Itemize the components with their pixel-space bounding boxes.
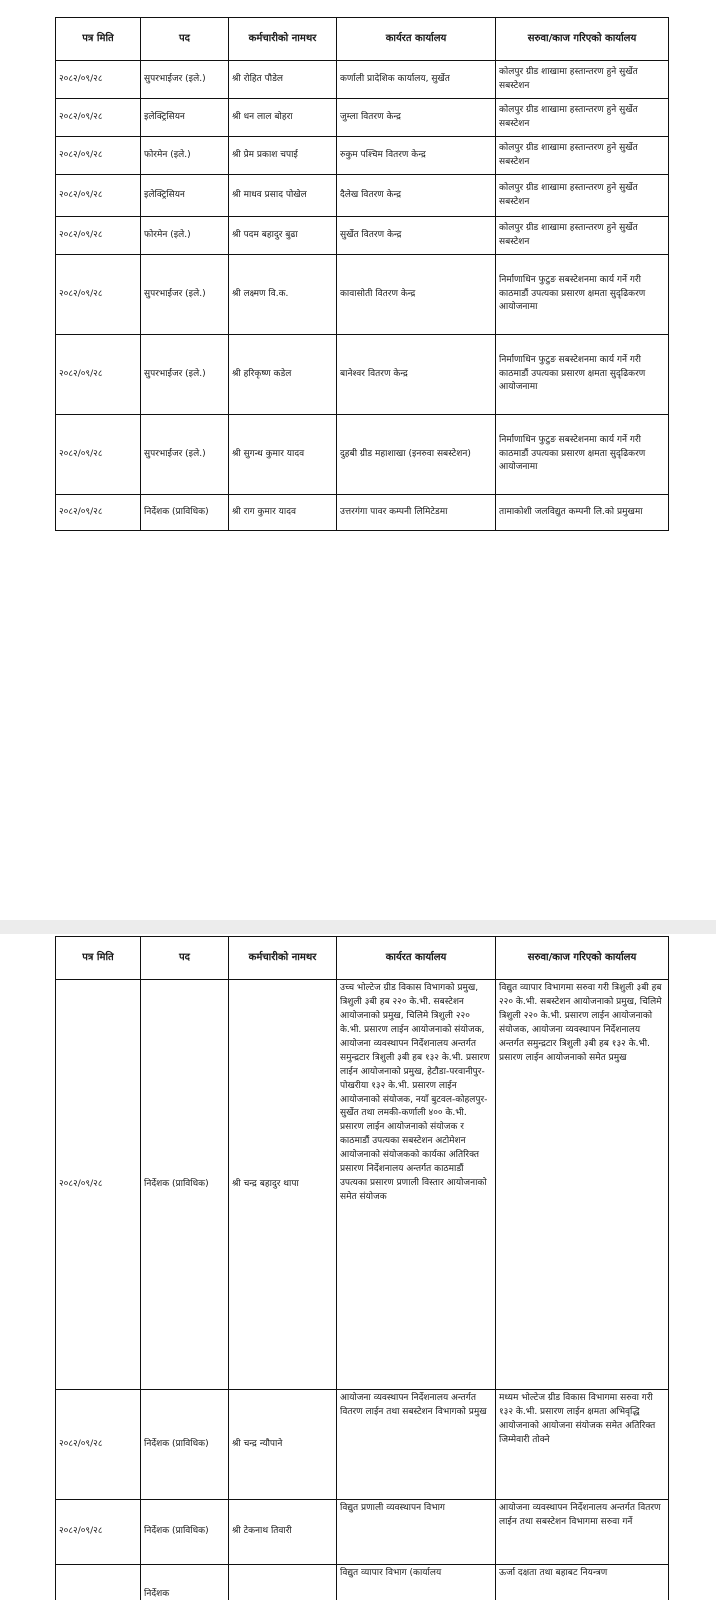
table-row [56,255,669,335]
current-office-cell: दैलेख वितरण केन्द्र [337,175,496,217]
employee-name-cell: श्री सुगन्ध कुमार यादव [229,415,337,495]
post-cell: सुपरभाईजर (इले.) [141,255,229,335]
letter-date-cell: २०८२/०९/२८ [56,217,141,255]
post-cell: निर्देशक (प्राविधिक) [141,495,229,531]
post-cell: फोरमेन (इले.) [141,137,229,175]
post-cell: निर्देशक [141,1565,229,1600]
employee-name-cell: श्री लक्ष्मण वि.क. [229,255,337,335]
letter-date-cell: २०८२/०९/२८ [56,175,141,217]
letter-date-cell: २०८२/०९/२८ [56,137,141,175]
page-separator [0,920,716,934]
employee-name-cell: श्री हरिकृष्ण कडेल [229,335,337,415]
letter-date-cell: २०८२/०९/२८ [56,495,141,531]
letter-date-cell: २०८२/०९/२८ [56,335,141,415]
post-cell: निर्देशक (प्राविधिक) [141,1390,229,1500]
transfer-office-cell: ऊर्जा दक्षता तथा बहाबट नियन्त्रण [496,1565,669,1600]
header-post: पद [141,18,229,61]
current-office-cell: कर्णाली प्रादेशिक कार्यालय, सुर्खेत [337,61,496,99]
letter-date-cell: २०८२/०९/२८ [56,1500,141,1565]
transfer-office-cell: कोलपुर ग्रीड शाखामा हस्तान्तरण हुने सुर्खेत सबस्टेशन [496,61,669,99]
current-office-cell: कावासोती वितरण केन्द्र [337,255,496,335]
document-page-2 [0,934,716,1600]
transfer-table-2 [55,936,669,1600]
current-office-cell: रुकुम पश्चिम वितरण केन्द्र [337,137,496,175]
table-row [56,1390,669,1500]
letter-date-cell [56,1565,141,1600]
table-row [56,1500,669,1565]
employee-name-cell: श्री प्रेम प्रकाश चपाई [229,137,337,175]
employee-name-cell [229,1565,337,1600]
post-cell: इलेक्ट्रिसियन [141,175,229,217]
transfer-office-cell: कोलपुर ग्रीड शाखामा हस्तान्तरण हुने सुर्खेत सबस्टेशन [496,137,669,175]
letter-date-cell: २०८२/०९/२८ [56,415,141,495]
table-row [56,980,669,1390]
header-employee-name: कर्मचारीको नामथर [229,937,337,980]
table-row [56,137,669,175]
table-row [56,495,669,531]
letter-date-cell: २०८२/०९/२८ [56,61,141,99]
employee-name-cell: श्री धन लाल बोहरा [229,99,337,137]
current-office-cell: सुर्खेत वितरण केन्द्र [337,217,496,255]
transfer-office-cell: तामाकोशी जलविद्युत कम्पनी लि.को प्रमुखमा [496,495,669,531]
transfer-office-cell: मध्यम भोल्टेज ग्रीड विकास विभागमा सरुवा गरी १३२ के.भी. प्रसारण लाईन क्षमता अभिवृद्धि आयोजनाको आयोजना संयोजक समेत अतिरिक्त जिम्मेवारी तोक्ने [496,1390,669,1500]
table-row [56,175,669,217]
header-employee-name: कर्मचारीको नामथर [229,18,337,61]
letter-date-cell: २०८२/०९/२८ [56,99,141,137]
table-row [56,415,669,495]
current-office-cell: दुहबी ग्रीड महाशाखा (इनरुवा सबस्टेशन) [337,415,496,495]
post-cell: निर्देशक (प्राविधिक) [141,980,229,1390]
post-cell: सुपरभाईजर (इले.) [141,415,229,495]
transfer-office-cell: कोलपुर ग्रीड शाखामा हस्तान्तरण हुने सुर्खेत सबस्टेशन [496,175,669,217]
table-row [56,217,669,255]
table-row [56,1565,669,1600]
current-office-cell: विद्युत व्यापार विभाग (कार्यालय [337,1565,496,1600]
post-cell: इलेक्ट्रिसियन [141,99,229,137]
post-cell: सुपरभाईजर (इले.) [141,61,229,99]
current-office-cell: आयोजना व्यवस्थापन निर्देशनालय अन्तर्गत वितरण लाईन तथा सबस्टेशन विभागको प्रमुख [337,1390,496,1500]
employee-name-cell: श्री पदम बहादुर बुढा [229,217,337,255]
current-office-cell: बानेश्वर वितरण केन्द्र [337,335,496,415]
employee-name-cell: श्री रोहित पौडेल [229,61,337,99]
transfer-office-cell: विद्युत व्यापार विभागमा सरुवा गरी त्रिशुली ३बी हब २२० के.भी. सबस्टेशन आयोजनाको प्रमुख, चिलिमे त्रिशुली २२० के.भी. प्रसारण लाईन आयोजनाको संयोजक, आयोजना व्यवस्थापन निर्देशनालय अन्तर्गत समुन्द्रटार त्रिशुली ३बी हब १३२ के.भी. प्रसारण लाईन आयोजनाको समेत प्रमुख [496,980,669,1390]
transfer-office-cell: निर्माणाधिन फुटुङ सबस्टेशनमा कार्य गर्ने गरी काठमाडौं उपत्यका प्रसारण क्षमता सुदृढिकरण आयोजनामा [496,415,669,495]
table-row [56,61,669,99]
current-office-cell: विद्युत प्रणाली व्यवस्थापन विभाग [337,1500,496,1565]
header-transfer-office: सरुवा/काज गरिएको कार्यालय [496,937,669,980]
transfer-office-cell: आयोजना व्यवस्थापन निर्देशनालय अन्तर्गत वितरण लाईन तथा सबस्टेशन विभागमा सरुवा गर्ने [496,1500,669,1565]
header-current-office: कार्यरत कार्यालय [337,18,496,61]
table-row [56,335,669,415]
current-office-cell: उच्च भोल्टेज ग्रीड विकास विभागको प्रमुख, त्रिशुली ३बी हब २२० के.भी. सबस्टेशन आयोजनाको प्रमुख, चिलिमे त्रिशुली २२० के.भी. प्रसारण लाईन आयोजनाको संयोजक, आयोजना व्यवस्थापन निर्देशनालय अन्तर्गत समुन्द्रटार त्रिशुली ३बी हब १३२ के.भी. प्रसारण लाईन आयोजनाको प्रमुख, हेटौडा-परवानीपुर-पोखरीया १३२ के.भी. प्रसारण लाईन आयोजनाको संयोजक, नयाँ बुटवल-कोहलपुर-सुर्खेत तथा लमकी-कर्णाली ४०० के.भी. प्रसारण लाईन आयोजनाको संयोजक र काठमाडौं उपत्यका सबस्टेशन अटोमेशन आयोजनाको संयोजकको कार्यका अतिरिक्त प्रसारण निर्देशनालय अन्तर्गत काठमाडौं उपत्यका प्रसारण प्रणाली विस्तार आयोजनाको समेत संयोजक [337,980,496,1390]
employee-name-cell: श्री चन्द्र बहादुर थापा [229,980,337,1390]
transfer-table-1 [55,17,669,531]
employee-name-cell: श्री राग कुमार यादव [229,495,337,531]
table-header-row [56,937,669,980]
employee-name-cell: श्री माधव प्रसाद पोखेल [229,175,337,217]
letter-date-cell: २०८२/०९/२८ [56,1390,141,1500]
employee-name-cell: श्री टेकनाथ तिवारी [229,1500,337,1565]
transfer-office-cell: कोलपुर ग्रीड शाखामा हस्तान्तरण हुने सुर्खेत सबस्टेशन [496,217,669,255]
post-cell: फोरमेन (इले.) [141,217,229,255]
letter-date-cell: २०८२/०९/२८ [56,255,141,335]
header-current-office: कार्यरत कार्यालय [337,937,496,980]
transfer-office-cell: कोलपुर ग्रीड शाखामा हस्तान्तरण हुने सुर्खेत सबस्टेशन [496,99,669,137]
post-cell: निर्देशक (प्राविधिक) [141,1500,229,1565]
current-office-cell: उत्तरगंगा पावर कम्पनी लिमिटेडमा [337,495,496,531]
table-row [56,99,669,137]
table-header-row [56,18,669,61]
current-office-cell: जुम्ला वितरण केन्द्र [337,99,496,137]
employee-name-cell: श्री चन्द्र न्यौपाने [229,1390,337,1500]
header-letter-date: पत्र मिति [56,937,141,980]
header-transfer-office: सरुवा/काज गरिएको कार्यालय [496,18,669,61]
header-post: पद [141,937,229,980]
letter-date-cell: २०८२/०९/२८ [56,980,141,1390]
post-cell: सुपरभाईजर (इले.) [141,335,229,415]
transfer-office-cell: निर्माणाधिन फुटुङ सबस्टेशनमा कार्य गर्ने गरी काठमाडौं उपत्यका प्रसारण क्षमता सुदृढिकरण आयोजनामा [496,335,669,415]
transfer-office-cell: निर्माणाधिन फुटुङ सबस्टेशनमा कार्य गर्ने गरी काठमाडौं उपत्यका प्रसारण क्षमता सुदृढिकरण आयोजनामा [496,255,669,335]
header-letter-date: पत्र मिति [56,18,141,61]
